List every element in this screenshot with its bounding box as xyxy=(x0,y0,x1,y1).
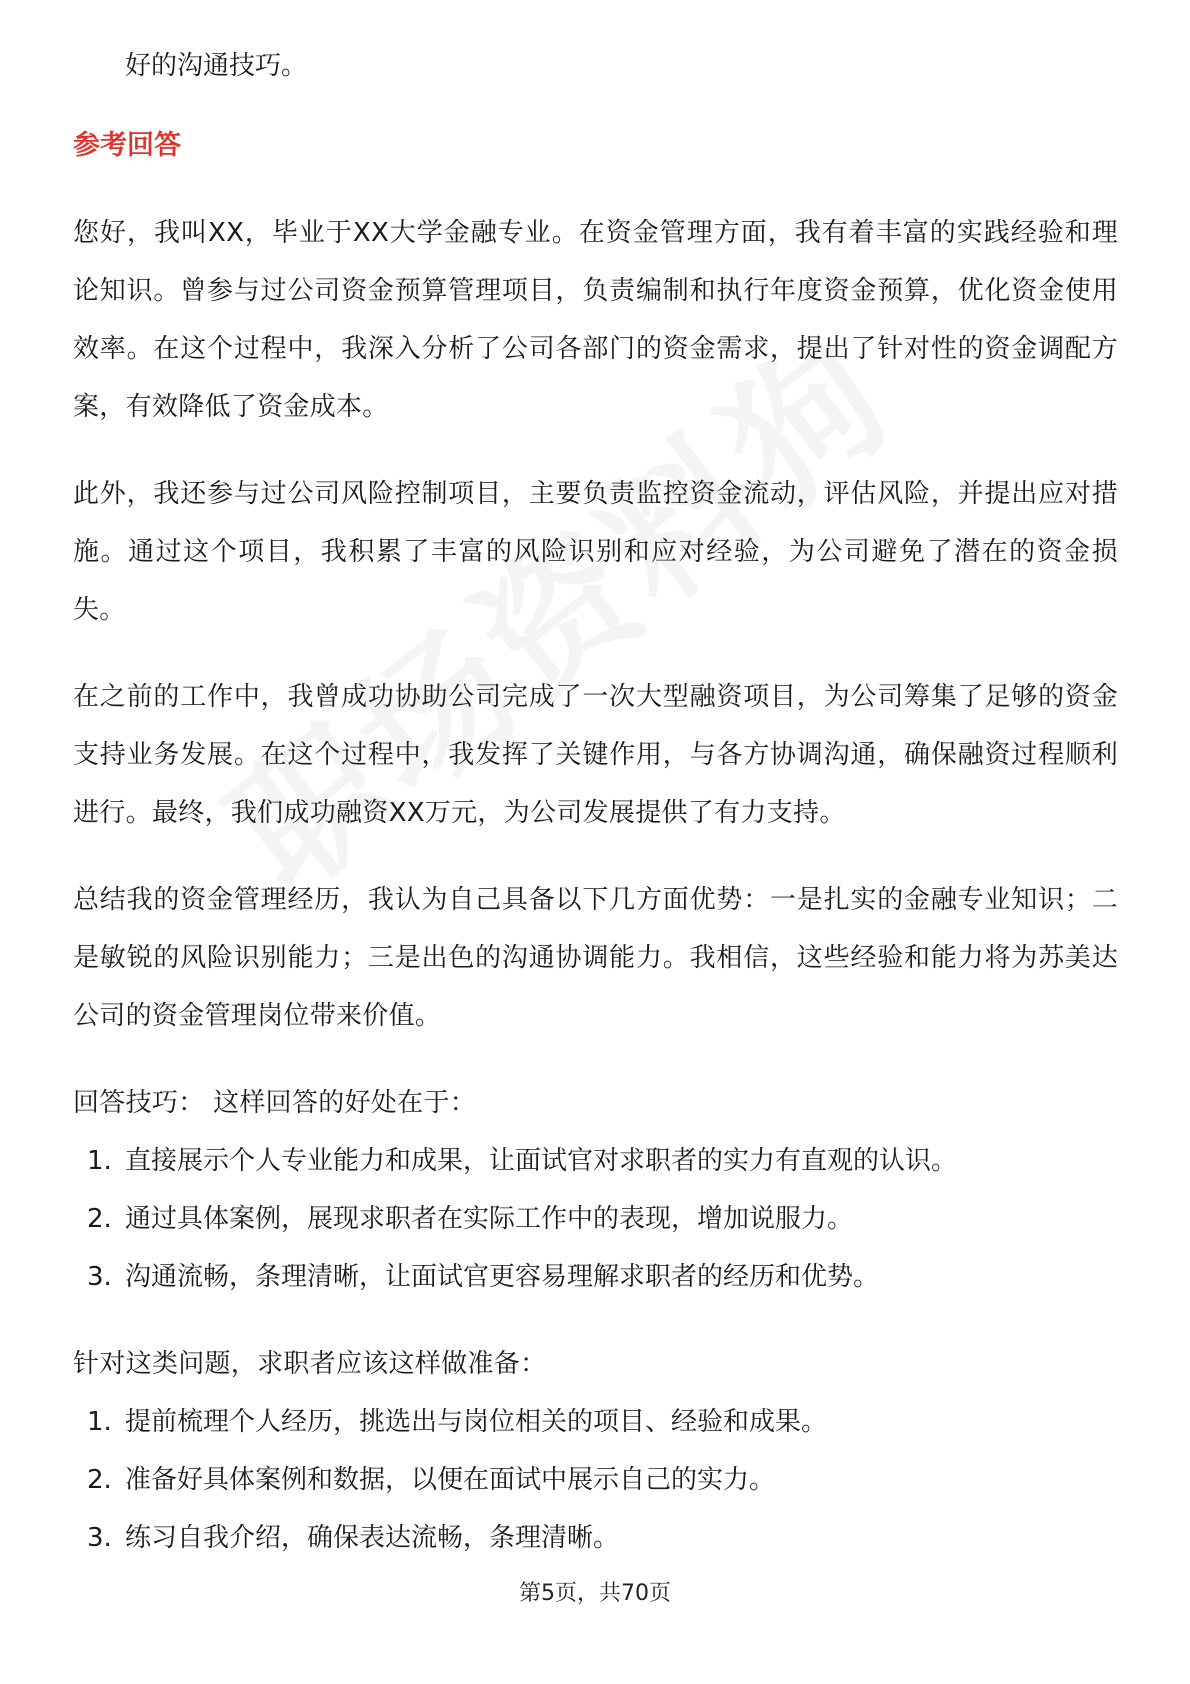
page-footer: 第5页，共70页 xyxy=(519,1581,671,1606)
answer-paragraph-3: 在之前的工作中，我曾成功协助公司完成了一次大型融资项目，为公司筹集了足够的资金支持业务发展。在这个过程中，我发挥了关键作用，与各方协调沟通，确保融资过程顺利进行。最终，我们成功融资XX万元，为公司发展提供了有力支持。 xyxy=(73,682,1118,828)
list-number: 1. xyxy=(87,1146,112,1176)
list-number: 1. xyxy=(87,1407,112,1437)
list-item-text: 沟通流畅，条理清晰，让面试官更容易理解求职者的经历和优势。 xyxy=(125,1262,880,1292)
list-item xyxy=(73,1190,1118,1248)
list-item xyxy=(73,1393,1118,1451)
list-item xyxy=(73,1132,1118,1190)
list-number: 3. xyxy=(87,1262,112,1292)
continuation-text: 好的沟通技巧。 xyxy=(125,51,308,81)
list-item xyxy=(73,1451,1118,1509)
list-number: 2. xyxy=(87,1204,112,1234)
list-item-text: 准备好具体案例和数据，以便在面试中展示自己的实力。 xyxy=(125,1465,776,1495)
prep-intro: 针对这类问题，求职者应该这样做准备： xyxy=(73,1349,547,1379)
section-heading: 参考回答 xyxy=(73,130,181,161)
list-item xyxy=(73,1509,1118,1567)
answer-paragraph-2: 此外，我还参与过公司风险控制项目，主要负责监控资金流动，评估风险，并提出应对措施。通过这个项目，我积累了丰富的风险识别和应对经验，为公司避免了潜在的资金损失。 xyxy=(73,479,1118,625)
list-number: 2. xyxy=(87,1465,112,1495)
tips-intro: 回答技巧： 这样回答的好处在于： xyxy=(73,1088,477,1118)
prep-list xyxy=(73,1393,1118,1567)
list-item xyxy=(73,1248,1118,1306)
page-content xyxy=(73,30,1118,1567)
list-item-text: 练习自我介绍，确保表达流畅，条理清晰。 xyxy=(125,1523,620,1553)
list-item-text: 提前梳理个人经历，挑选出与岗位相关的项目、经验和成果。 xyxy=(125,1407,828,1437)
list-item-text: 直接展示个人专业能力和成果，让面试官对求职者的实力有直观的认识。 xyxy=(125,1146,958,1176)
list-number: 3. xyxy=(87,1523,112,1553)
list-item-text: 通过具体案例，展现求职者在实际工作中的表现，增加说服力。 xyxy=(125,1204,854,1234)
tips-list xyxy=(73,1132,1118,1306)
answer-paragraph-4: 总结我的资金管理经历，我认为自己具备以下几方面优势：一是扎实的金融专业知识；二是敏锐的风险识别能力；三是出色的沟通协调能力。我相信，这些经验和能力将为苏美达公司的资金管理岗位带来价值。 xyxy=(73,885,1118,1031)
answer-paragraph-1: 您好，我叫XX，毕业于XX大学金融专业。在资金管理方面，我有着丰富的实践经验和理论知识。曾参与过公司资金预算管理项目，负责编制和执行年度资金预算，优化资金使用效率。在这个过程中，我深入分析了公司各部门的资金需求，提出了针对性的资金调配方案，有效降低了资金成本。 xyxy=(73,218,1118,422)
